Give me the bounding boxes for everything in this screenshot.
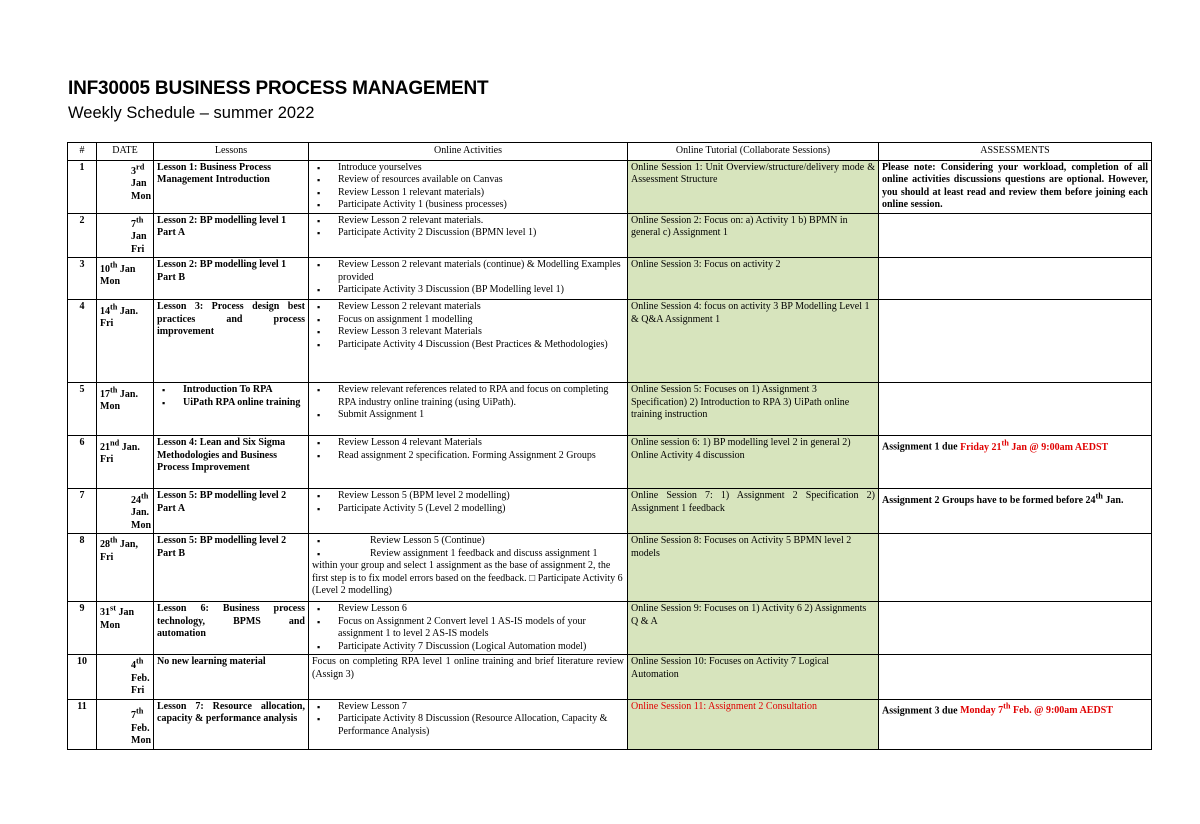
list-item: ▪ Review Lesson 6 (312, 603, 624, 616)
header-online-tutorial: Online Tutorial (Collaborate Sessions) (628, 143, 879, 161)
list-item: ▪ Submit Assignment 1 (312, 409, 624, 422)
row-tutorial: Online Session 10: Focuses on Activity 7 Logical Automation (628, 655, 879, 700)
row-number: 4 (68, 300, 97, 383)
row-lesson: Lesson 2: BP modelling level 1 Part A (154, 213, 309, 258)
schedule-table (67, 142, 1152, 750)
row-date: 17th Jan. Mon (97, 383, 154, 436)
row-tutorial: Online Session 7: 1) Assignment 2 Specification 2) Assignment 1 feedback (628, 489, 879, 534)
list-item: ▪ Participate Activity 8 Discussion (Resource Allocation, Capacity & Performance Analysis) (312, 713, 624, 738)
list-item: ▪ Participate Activity 1 (business processes) (312, 199, 624, 212)
table-row (68, 489, 1152, 534)
row-activities (309, 436, 628, 489)
table-row (68, 602, 1152, 655)
list-item: ▪ Introduce yourselves (312, 162, 624, 175)
row-lesson: Lesson 6: Business process technology, BPMS and automation (154, 602, 309, 655)
row-activities (309, 489, 628, 534)
list-item: ▪ Participate Activity 7 Discussion (Logical Automation model) (312, 641, 624, 654)
row-date: 14th Jan. Fri (97, 300, 154, 383)
list-item: ▪ Review Lesson 5 (BPM level 2 modelling) (312, 490, 624, 503)
header-date: DATE (97, 143, 154, 161)
document-title: INF30005 BUSINESS PROCESS MANAGEMENT (68, 78, 489, 99)
table-row (68, 436, 1152, 489)
row-lesson: Lesson 3: Process design best practices and process improvement (154, 300, 309, 383)
row-tutorial: Online session 6: 1) BP modelling level 2 in general 2) Online Activity 4 discussion (628, 436, 879, 489)
list-item: ▪ Review Lesson 2 relevant materials (continue) & Modelling Examples provided (312, 259, 624, 284)
row-date: 7th Feb. Mon (97, 699, 154, 749)
row-number: 6 (68, 436, 97, 489)
row-lesson (154, 383, 309, 436)
row-activities (309, 699, 628, 749)
row-date: 3rd Jan Mon (97, 160, 154, 213)
row-lesson: Lesson 1: Business Process Management Introduction (154, 160, 309, 213)
row-assessment (879, 258, 1152, 300)
row-date: 4th Feb. Fri (97, 655, 154, 700)
list-item: ▪ Review Lesson 3 relevant Materials (312, 326, 624, 339)
row-date: 7th Jan Fri (97, 213, 154, 258)
row-lesson: Lesson 5: BP modelling level 2 Part A (154, 489, 309, 534)
row-number: 10 (68, 655, 97, 700)
header-assessments: ASSESSMENTS (879, 143, 1152, 161)
list-item: ▪ Review Lesson 4 relevant Materials (312, 437, 624, 450)
list-item: ▪ Review Lesson 1 relevant materials) (312, 187, 624, 200)
row-lesson: Lesson 2: BP modelling level 1 Part B (154, 258, 309, 300)
list-item: ▪ Review Lesson 7 (312, 701, 624, 714)
row-activities (309, 300, 628, 383)
table-row (68, 213, 1152, 258)
row-activities (309, 534, 628, 602)
row-date: 24th Jan. Mon (97, 489, 154, 534)
table-header-row (68, 143, 1152, 161)
table-row (68, 655, 1152, 700)
row-activities (309, 160, 628, 213)
row-number: 8 (68, 534, 97, 602)
list-item: ▪ Review Lesson 2 relevant materials (312, 301, 624, 314)
header-num: # (68, 143, 97, 161)
row-number: 11 (68, 699, 97, 749)
list-item: ▪ Review Lesson 2 relevant materials. (312, 215, 624, 228)
row-lesson: Lesson 5: BP modelling level 2 Part B (154, 534, 309, 602)
row-number: 5 (68, 383, 97, 436)
table-row (68, 699, 1152, 749)
list-item: ▪ Participate Activity 5 (Level 2 modelling) (312, 503, 624, 516)
row-activities: Focus on completing RPA level 1 online training and brief literature review (Assign 3) (309, 655, 628, 700)
row-date: 31st Jan Mon (97, 602, 154, 655)
list-item: ▪ Review assignment 1 feedback and discuss assignment 1 within your group and select 1 assignment as the base of assignment 2, the first step is to fix model errors based on the feedback. □ Participate Activity 6 (Level 2 modelling) (312, 547, 623, 597)
table-row (68, 534, 1152, 602)
row-tutorial: Online Session 1: Unit Overview/structure/delivery mode & Assessment Structure (628, 160, 879, 213)
row-assessment (879, 300, 1152, 383)
row-assessment: Assignment 3 due Monday 7th Feb. @ 9:00am AEDST (879, 699, 1152, 749)
list-item: ▪ Introduction To RPA (157, 384, 305, 397)
table-row (68, 258, 1152, 300)
row-tutorial: Online Session 8: Focuses on Activity 5 BPMN level 2 models (628, 534, 879, 602)
row-assessment: Assignment 1 due Friday 21th Jan @ 9:00am AEDST (879, 436, 1152, 489)
list-item: ▪ Focus on assignment 1 modelling (312, 314, 624, 327)
row-activities (309, 213, 628, 258)
table-row (68, 383, 1152, 436)
row-assessment (879, 534, 1152, 602)
row-assessment (879, 602, 1152, 655)
row-assessment: Assignment 2 Groups have to be formed before 24th Jan. (879, 489, 1152, 534)
list-item: ▪ Participate Activity 3 Discussion (BP Modelling level 1) (312, 284, 624, 297)
row-tutorial: Online Session 9: Focuses on 1) Activity 6 2) Assignments Q & A (628, 602, 879, 655)
row-date: 10th Jan Mon (97, 258, 154, 300)
row-tutorial: Online Session 2: Focus on: a) Activity 1 b) BPMN in general c) Assignment 1 (628, 213, 879, 258)
header-lessons: Lessons (154, 143, 309, 161)
row-tutorial: Online Session 11: Assignment 2 Consultation (628, 699, 879, 749)
row-activities (309, 602, 628, 655)
header-online-activities: Online Activities (309, 143, 628, 161)
row-number: 9 (68, 602, 97, 655)
row-lesson: No new learning material (154, 655, 309, 700)
list-item: ▪ UiPath RPA online training (157, 397, 305, 410)
list-item: ▪ Review relevant references related to RPA and focus on completing RPA industry online training (using UiPath). (312, 384, 624, 409)
document-subtitle: Weekly Schedule – summer 2022 (68, 104, 315, 122)
row-number: 1 (68, 160, 97, 213)
table-row (68, 160, 1152, 213)
row-date: 21nd Jan. Fri (97, 436, 154, 489)
row-lesson: Lesson 7: Resource allocation, capacity & performance analysis (154, 699, 309, 749)
row-date: 28th Jan, Fri (97, 534, 154, 602)
list-item: ▪ Review of resources available on Canvas (312, 174, 624, 187)
row-assessment (879, 213, 1152, 258)
row-assessment (879, 655, 1152, 700)
list-item: ▪ Read assignment 2 specification. Forming Assignment 2 Groups (312, 450, 624, 463)
list-item: ▪ Participate Activity 4 Discussion (Best Practices & Methodologies) (312, 339, 624, 352)
row-number: 7 (68, 489, 97, 534)
row-assessment: Please note: Considering your workload, completion of all online activities discussions questions are optional. However, you should at least read and review them before joining each online session. (879, 160, 1152, 213)
row-activities (309, 383, 628, 436)
row-tutorial: Online Session 4: focus on activity 3 BP Modelling Level 1 & Q&A Assignment 1 (628, 300, 879, 383)
list-item: ▪ Focus on Assignment 2 Convert level 1 AS-IS models of your assignment 1 to level 2 AS-IS models (312, 616, 624, 641)
row-lesson: Lesson 4: Lean and Six Sigma Methodologies and Business Process Improvement (154, 436, 309, 489)
row-assessment (879, 383, 1152, 436)
list-item: ▪ Review Lesson 5 (Continue) (317, 535, 485, 547)
row-tutorial: Online Session 5: Focuses on 1) Assignment 3 Specification) 2) Introduction to RPA 3) UiPath online training instruction (628, 383, 879, 436)
row-number: 3 (68, 258, 97, 300)
table-row (68, 300, 1152, 383)
row-tutorial: Online Session 3: Focus on activity 2 (628, 258, 879, 300)
row-activities (309, 258, 628, 300)
list-item: ▪ Participate Activity 2 Discussion (BPMN level 1) (312, 227, 624, 240)
row-number: 2 (68, 213, 97, 258)
